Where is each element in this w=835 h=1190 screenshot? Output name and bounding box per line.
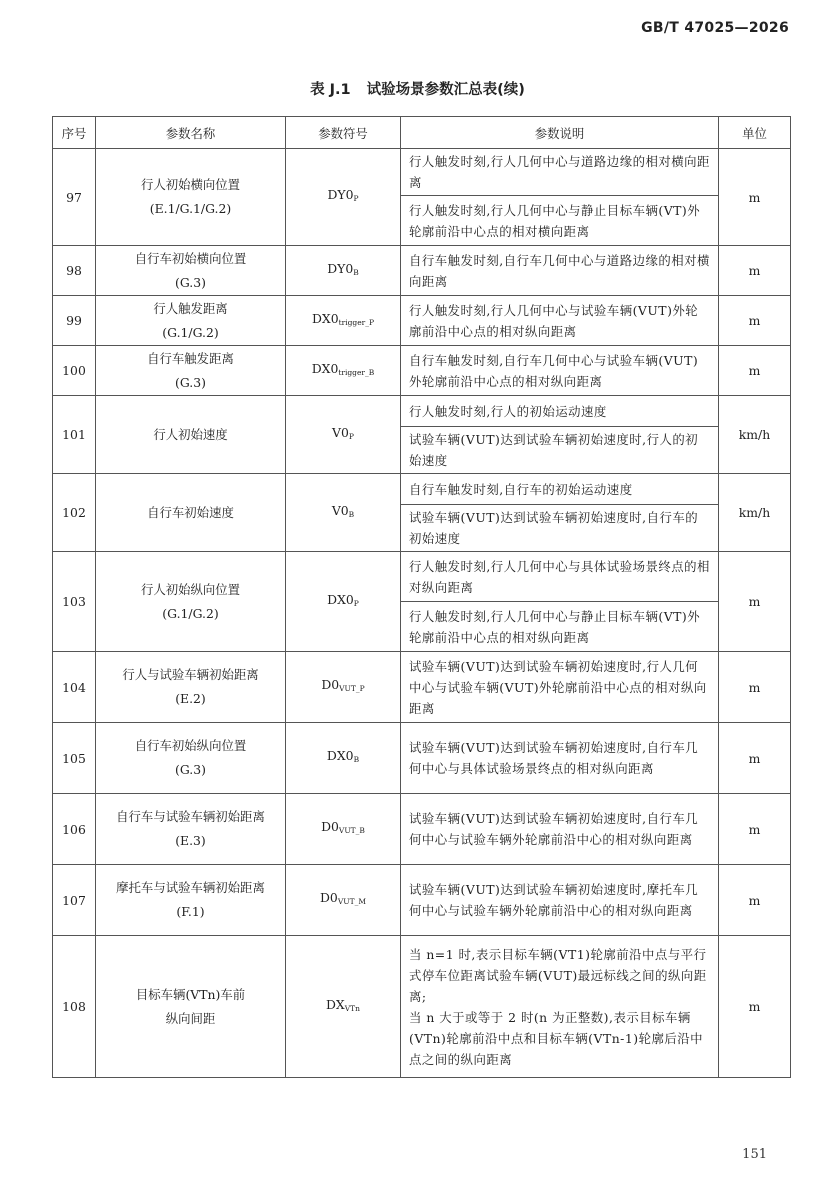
parameter-condition: (E.1/G.1/G.2): [149, 201, 232, 216]
cell-number: 103: [53, 552, 96, 652]
cell-unit: m: [719, 246, 791, 296]
table-row: [53, 794, 791, 865]
cell-parameter-name: [96, 149, 286, 246]
table-row: [53, 296, 791, 346]
col-header-symbol: 参数符号: [286, 117, 401, 149]
symbol-subscript: B: [353, 267, 359, 277]
symbol-subscript: trigger_B: [338, 367, 375, 377]
parameter-name: 摩托车与试验车辆初始距离: [116, 880, 265, 895]
cell-parameter-symbol: [286, 794, 401, 865]
parameter-name: 行人初始纵向位置: [140, 581, 241, 597]
cell-unit: m: [719, 652, 791, 723]
parameter-condition: (G.1/G.2): [162, 605, 219, 621]
parameter-condition: (G.1/G.2): [162, 324, 219, 340]
cell-number: 108: [53, 936, 96, 1078]
symbol-subscript: P: [353, 598, 359, 608]
symbol-subscript: VTn: [344, 1003, 360, 1013]
symbol-base: V0: [331, 502, 349, 518]
parameter-name: 行人初始横向位置: [140, 177, 241, 192]
symbol-subscript: P: [348, 431, 354, 441]
page-number: 151: [742, 1147, 767, 1162]
cell-parameter-name: [96, 723, 286, 794]
symbol-base: DX0: [311, 360, 339, 376]
cell-parameter-symbol: [286, 652, 401, 723]
symbol-base: DX: [325, 996, 345, 1012]
cell-parameter-symbol: [286, 296, 401, 346]
cell-description: 试验车辆(VUT)达到试验车辆初始速度时,行人的初始速度: [401, 427, 719, 474]
col-header-name: 参数名称: [96, 117, 286, 149]
cell-parameter-name: [96, 296, 286, 346]
cell-number: 107: [53, 865, 96, 936]
symbol-base: DY0: [327, 187, 354, 202]
col-header-no: 序号: [53, 117, 96, 149]
symbol-base: DX0: [327, 591, 354, 607]
symbol-base: D0: [321, 819, 339, 834]
symbol-subscript: VUT_B: [338, 826, 365, 835]
symbol-subscript: P: [353, 194, 359, 203]
table-row: [53, 246, 791, 296]
cell-description: 当 n=1 时,表示目标车辆(VT1)轮廓前沿中点与平行式停车位距离试验车辆(VUT)最远标线之间的纵向距离; 当 n 大于或等于 2 时(n 为正整数),表示目标车辆(VTn)轮廓前沿中点和目标车辆(VTn-1)轮廓后沿中点之间的纵向距离: [401, 936, 719, 1078]
cell-parameter-name: [96, 346, 286, 396]
table-row: [53, 936, 791, 1078]
cell-parameter-symbol: [286, 474, 401, 552]
cell-number: 98: [53, 246, 96, 296]
parameter-condition: (F.1): [176, 904, 205, 919]
table-body: [53, 149, 791, 1078]
parameter-condition: (E.2): [175, 691, 206, 706]
cell-parameter-symbol: [286, 723, 401, 794]
cell-description: 行人触发时刻,行人几何中心与试验车辆(VUT)外轮廓前沿中心点的相对纵向距离: [401, 296, 719, 346]
cell-number: 101: [53, 396, 96, 474]
cell-parameter-symbol: [286, 246, 401, 296]
cell-parameter-symbol: [286, 149, 401, 246]
cell-parameter-name: [96, 246, 286, 296]
cell-parameter-name: [96, 552, 286, 652]
parameter-name: 目标车辆(VTn)车前: [135, 986, 246, 1002]
symbol-subscript: VUT_P: [339, 684, 365, 693]
cell-description: 行人触发时刻,行人几何中心与道路边缘的相对横向距离: [401, 149, 719, 196]
cell-number: 100: [53, 346, 96, 396]
cell-description: 试验车辆(VUT)达到试验车辆初始速度时,自行车几何中心与具体试验场景终点的相对纵向距离: [401, 723, 719, 794]
parameter-name: 自行车与试验车辆初始距离: [116, 809, 265, 824]
table-row: [53, 652, 791, 723]
cell-number: 104: [53, 652, 96, 723]
cell-unit: m: [719, 723, 791, 794]
standard-number: GB/T 47025—2026: [641, 20, 789, 36]
cell-description: 自行车触发时刻,自行车几何中心与道路边缘的相对横向距离: [401, 246, 719, 296]
table-row: [53, 474, 791, 505]
symbol-base: DX0: [311, 310, 339, 326]
symbol-base: D0: [321, 677, 340, 692]
cell-parameter-name: [96, 865, 286, 936]
cell-unit: km/h: [719, 396, 791, 474]
cell-parameter-symbol: [286, 936, 401, 1078]
parameter-condition: (E.3): [175, 833, 206, 848]
cell-unit: m: [719, 296, 791, 346]
cell-unit: m: [719, 346, 791, 396]
cell-unit: km/h: [719, 474, 791, 552]
cell-description: 行人触发时刻,行人几何中心与静止目标车辆(VT)外轮廓前沿中心点的相对横向距离: [401, 196, 719, 246]
cell-number: 102: [53, 474, 96, 552]
cell-parameter-symbol: [286, 865, 401, 936]
parameter-name: 自行车初始纵向位置: [134, 738, 247, 753]
parameter-name: 行人触发距离: [153, 300, 228, 316]
col-header-unit: 单位: [719, 117, 791, 149]
table-caption-label: 表 J.1: [310, 82, 351, 98]
table-header-row: [53, 117, 791, 149]
cell-description: 试验车辆(VUT)达到试验车辆初始速度时,自行车的初始速度: [401, 505, 719, 552]
symbol-subscript: trigger_P: [338, 317, 375, 327]
cell-description: 行人触发时刻,行人几何中心与静止目标车辆(VT)外轮廓前沿中心点的相对纵向距离: [401, 602, 719, 652]
cell-unit: m: [719, 149, 791, 246]
cell-description: 自行车触发时刻,自行车的初始运动速度: [401, 474, 719, 505]
parameter-condition: (G.3): [175, 762, 206, 777]
symbol-base: DX0: [326, 748, 354, 763]
symbol-subscript: B: [348, 509, 355, 519]
parameter-condition: (G.3): [175, 374, 206, 390]
cell-parameter-symbol: [286, 396, 401, 474]
parameter-name: 自行车触发距离: [147, 350, 234, 366]
table-caption-title: 试验场景参数汇总表(续): [366, 82, 525, 98]
table-caption: [0, 78, 835, 99]
cell-description: 试验车辆(VUT)达到试验车辆初始速度时,摩托车几何中心与试验车辆外轮廓前沿中心的相对纵向距离: [401, 865, 719, 936]
table-row: [53, 723, 791, 794]
parameter-name: 自行车初始速度: [147, 504, 234, 520]
cell-parameter-name: [96, 474, 286, 552]
cell-unit: m: [719, 936, 791, 1078]
parameter-condition: (G.3): [175, 274, 206, 290]
parameter-name: 行人与试验车辆初始距离: [122, 667, 259, 682]
symbol-base: DY0: [327, 260, 354, 276]
cell-number: 105: [53, 723, 96, 794]
cell-description: 行人触发时刻,行人几何中心与具体试验场景终点的相对纵向距离: [401, 552, 719, 602]
parameter-name: 自行车初始横向位置: [134, 250, 247, 266]
cell-number: 97: [53, 149, 96, 246]
cell-parameter-symbol: [286, 346, 401, 396]
cell-unit: m: [719, 865, 791, 936]
table-row: [53, 552, 791, 602]
parameter-name: 行人初始速度: [153, 426, 228, 442]
cell-unit: m: [719, 794, 791, 865]
table-row: [53, 865, 791, 936]
cell-description: 行人触发时刻,行人的初始运动速度: [401, 396, 719, 427]
table-row: [53, 346, 791, 396]
cell-parameter-name: [96, 794, 286, 865]
symbol-subscript: B: [353, 755, 360, 764]
cell-parameter-name: [96, 652, 286, 723]
symbol-base: V0: [332, 424, 349, 440]
parameter-condition: 纵向间距: [165, 1010, 216, 1026]
cell-description: 试验车辆(VUT)达到试验车辆初始速度时,行人几何中心与试验车辆(VUT)外轮廓前沿中心点的相对纵向距离: [401, 652, 719, 723]
table-row: [53, 149, 791, 196]
symbol-subscript: VUT_M: [337, 897, 366, 906]
cell-parameter-name: [96, 936, 286, 1078]
cell-description: 自行车触发时刻,自行车几何中心与试验车辆(VUT)外轮廓前沿中心点的相对纵向距离: [401, 346, 719, 396]
symbol-base: D0: [320, 890, 338, 905]
table-row: [53, 396, 791, 427]
col-header-description: 参数说明: [401, 117, 719, 149]
cell-number: 106: [53, 794, 96, 865]
cell-parameter-name: [96, 396, 286, 474]
cell-number: 99: [53, 296, 96, 346]
cell-parameter-symbol: [286, 552, 401, 652]
parameter-table: [52, 116, 791, 1078]
cell-description: 试验车辆(VUT)达到试验车辆初始速度时,自行车几何中心与试验车辆外轮廓前沿中心的相对纵向距离: [401, 794, 719, 865]
cell-unit: m: [719, 552, 791, 652]
